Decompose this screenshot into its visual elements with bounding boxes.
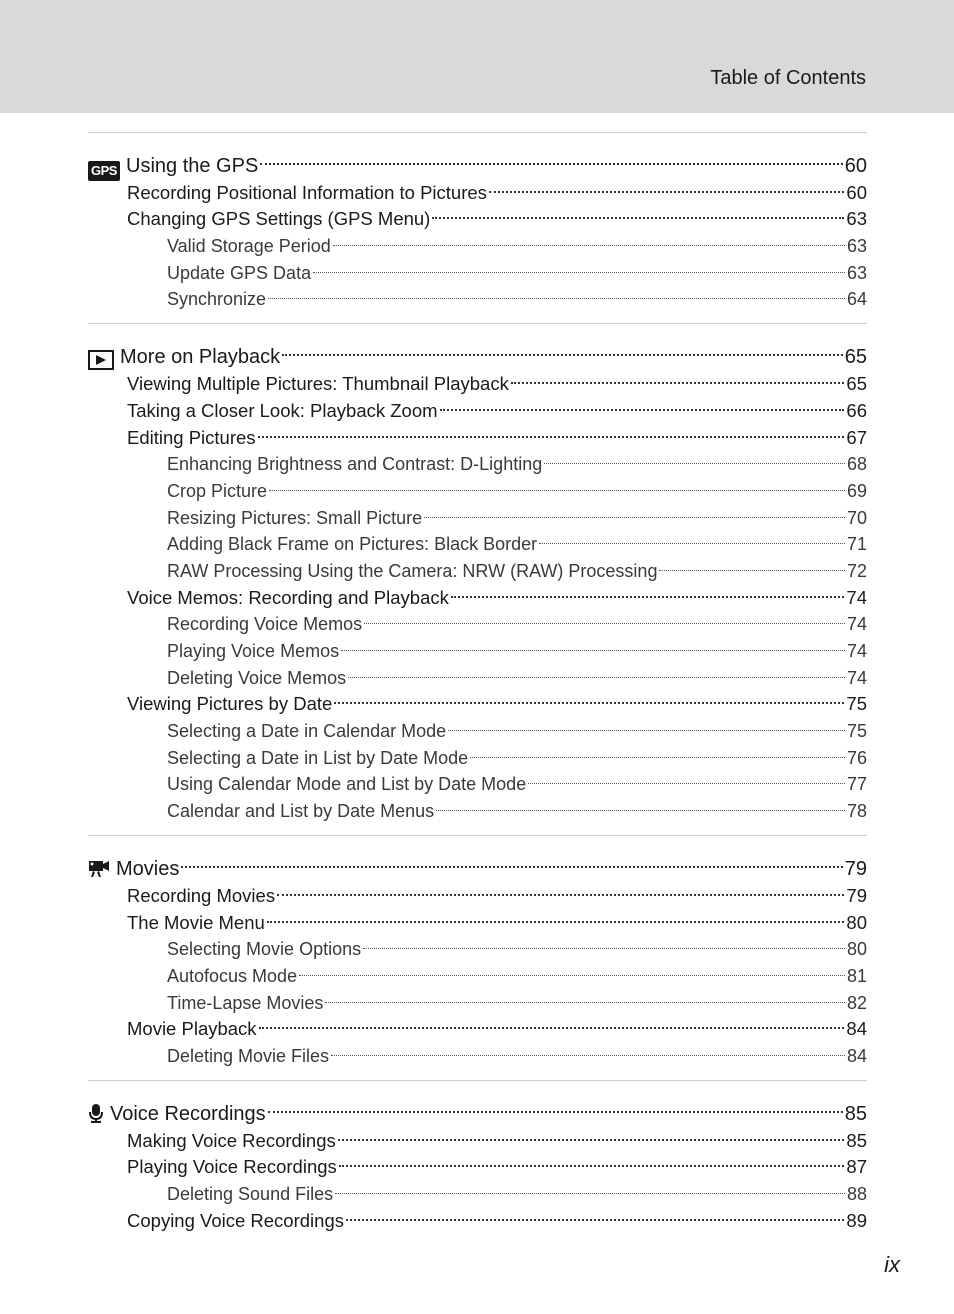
page-reference: 84 <box>846 1045 867 1066</box>
dot-leader <box>268 279 845 306</box>
page-reference: 81 <box>846 965 867 986</box>
entry-title: Changing GPS Settings (GPS Menu) <box>127 208 431 230</box>
dot-leader <box>335 1173 845 1200</box>
entry-title: Time-Lapse Movies <box>167 992 324 1013</box>
dot-leader <box>451 577 845 604</box>
entry-title: Playing Voice Memos <box>167 641 340 661</box>
playback-icon <box>88 350 114 370</box>
header-band <box>0 0 954 113</box>
page-reference: 65 <box>846 373 867 395</box>
entry-title: Deleting Movie Files <box>167 1045 330 1066</box>
dot-leader <box>448 710 845 737</box>
dot-leader <box>181 845 842 875</box>
dot-leader <box>277 875 844 902</box>
microphone-icon <box>88 1103 104 1123</box>
dot-leader <box>539 524 845 551</box>
page-reference: 60 <box>846 181 867 203</box>
toc-chapter-entry[interactable] <box>88 1090 867 1125</box>
entry-title: Voice Memos: Recording and Playback <box>127 586 449 608</box>
entry-title: Editing Pictures <box>127 426 256 448</box>
dot-leader <box>341 630 845 657</box>
entry-title: Movie Playback <box>127 1018 257 1040</box>
toc-chapter-entry[interactable] <box>88 142 867 178</box>
page-reference: 77 <box>846 774 867 795</box>
dot-leader <box>346 1200 844 1227</box>
dot-leader <box>325 982 845 1009</box>
page-reference: 85 <box>846 1129 867 1151</box>
dot-leader <box>436 790 845 817</box>
toc-chapter-entry[interactable] <box>88 845 867 881</box>
page-reference: 63 <box>846 262 867 283</box>
dot-leader <box>259 1009 845 1036</box>
dot-leader <box>260 142 842 172</box>
entry-title: Update GPS Data <box>167 262 312 283</box>
entry-title: Playing Voice Recordings <box>127 1156 337 1178</box>
dot-leader <box>489 172 845 199</box>
page-reference: 89 <box>846 1209 867 1231</box>
page-reference: 74 <box>846 586 867 608</box>
page-reference: 74 <box>846 667 867 688</box>
dot-leader <box>424 497 845 524</box>
dot-leader <box>440 390 845 417</box>
page-reference: 71 <box>846 534 867 555</box>
page-reference: 87 <box>846 1156 867 1178</box>
entry-title: Recording Movies <box>127 884 276 906</box>
chapter-title-text: More on Playback <box>120 346 281 369</box>
entry-title: Deleting Sound Files <box>167 1184 334 1204</box>
page-reference: 79 <box>844 858 867 881</box>
dot-leader <box>432 199 844 226</box>
page-reference: 85 <box>844 1102 867 1125</box>
page-reference: 80 <box>846 911 867 933</box>
page-reference: 76 <box>846 747 867 768</box>
entry-title: Recording Voice Memos <box>167 614 363 635</box>
table-of-contents <box>88 132 867 1235</box>
dot-leader <box>363 929 845 956</box>
page-reference: 75 <box>846 693 867 715</box>
entry-title: Valid Storage Period <box>167 236 331 257</box>
page-reference: 74 <box>846 641 867 661</box>
chapter-title <box>88 1099 266 1129</box>
dot-leader <box>348 657 845 684</box>
page-reference: 70 <box>846 507 867 528</box>
page-reference: 79 <box>846 884 867 906</box>
dot-leader <box>268 1090 843 1120</box>
entry-title: Resizing Pictures: Small Picture <box>167 507 423 528</box>
page-reference: 84 <box>846 1018 867 1040</box>
entry-title: Viewing Pictures by Date <box>127 693 333 715</box>
gps-icon: GPS <box>88 161 120 181</box>
page-reference: 82 <box>846 992 867 1013</box>
chapter-title-text: Using the GPS <box>126 155 259 177</box>
section-movies <box>88 835 867 1080</box>
entry-title: Synchronize <box>167 289 267 310</box>
page-number: ix <box>884 1252 900 1277</box>
entry-title: Recording Positional Information to Pictures <box>127 181 487 203</box>
entry-title: Autofocus Mode <box>167 965 298 986</box>
movie-camera-icon <box>88 858 110 878</box>
dot-leader <box>269 470 845 497</box>
entry-title: RAW Processing Using the Camera: NRW (RAW) Processing <box>167 560 658 581</box>
entry-title: Copying Voice Recordings <box>127 1209 344 1231</box>
dot-leader <box>267 902 845 929</box>
entry-title: Using Calendar Mode and List by Date Mode <box>167 774 527 795</box>
dot-leader <box>313 252 845 279</box>
entry-title: Viewing Multiple Pictures: Thumbnail Playback <box>127 373 509 395</box>
dot-leader <box>282 333 843 363</box>
page-reference: 72 <box>846 560 867 581</box>
page-title: Table of Contents <box>710 67 866 89</box>
page-reference: 80 <box>846 939 867 960</box>
entry-title: Selecting a Date in List by Date Mode <box>167 747 469 768</box>
entry-title: The Movie Menu <box>127 911 265 933</box>
toc-section-entry[interactable] <box>88 875 867 906</box>
page-reference: 67 <box>846 426 867 448</box>
entry-title: Taking a Closer Look: Playback Zoom <box>127 399 438 421</box>
chapter-title-text: Movies <box>116 858 180 881</box>
page-reference: 63 <box>846 236 867 257</box>
chapter-title-text: Voice Recordings <box>110 1102 266 1125</box>
dot-leader <box>470 737 845 764</box>
page-reference: 65 <box>844 346 867 369</box>
section-using-the-gps <box>88 132 867 323</box>
dot-leader <box>511 363 845 390</box>
dot-leader <box>544 444 845 471</box>
entry-title: Crop Picture <box>167 480 268 501</box>
page-reference: 60 <box>844 155 867 177</box>
page-reference: 63 <box>846 208 867 230</box>
entry-title: Adding Black Frame on Pictures: Black Border <box>167 534 538 555</box>
section-voice-recordings <box>88 1080 867 1235</box>
chapter-title <box>88 854 179 884</box>
entry-title: Deleting Voice Memos <box>167 667 347 688</box>
dot-leader <box>339 1147 845 1174</box>
dot-leader <box>331 1035 845 1062</box>
dot-leader <box>364 604 845 631</box>
entry-title: Selecting Movie Options <box>167 939 362 960</box>
page-reference: 75 <box>846 721 867 742</box>
page-reference: 69 <box>846 480 867 501</box>
page-reference: 88 <box>846 1184 867 1204</box>
entry-title: Calendar and List by Date Menus <box>167 801 435 822</box>
dot-leader <box>258 417 845 444</box>
dot-leader <box>659 550 845 577</box>
dot-leader <box>528 764 845 791</box>
entry-title: Selecting a Date in Calendar Mode <box>167 721 447 742</box>
section-more-on-playback <box>88 323 867 835</box>
dot-leader <box>299 955 845 982</box>
dot-leader <box>333 225 845 252</box>
page-reference: 64 <box>846 289 867 310</box>
page-reference: 74 <box>846 614 867 635</box>
dot-leader <box>334 684 844 711</box>
dot-leader <box>338 1120 845 1147</box>
page-reference: 66 <box>846 399 867 421</box>
page-reference: 68 <box>846 454 867 475</box>
page-reference: 78 <box>846 801 867 822</box>
entry-title: Enhancing Brightness and Contrast: D-Lighting <box>167 454 543 475</box>
entry-title: Making Voice Recordings <box>127 1129 336 1151</box>
chapter-title <box>88 342 280 372</box>
chapter-title <box>88 151 258 181</box>
toc-chapter-entry[interactable] <box>88 333 867 369</box>
